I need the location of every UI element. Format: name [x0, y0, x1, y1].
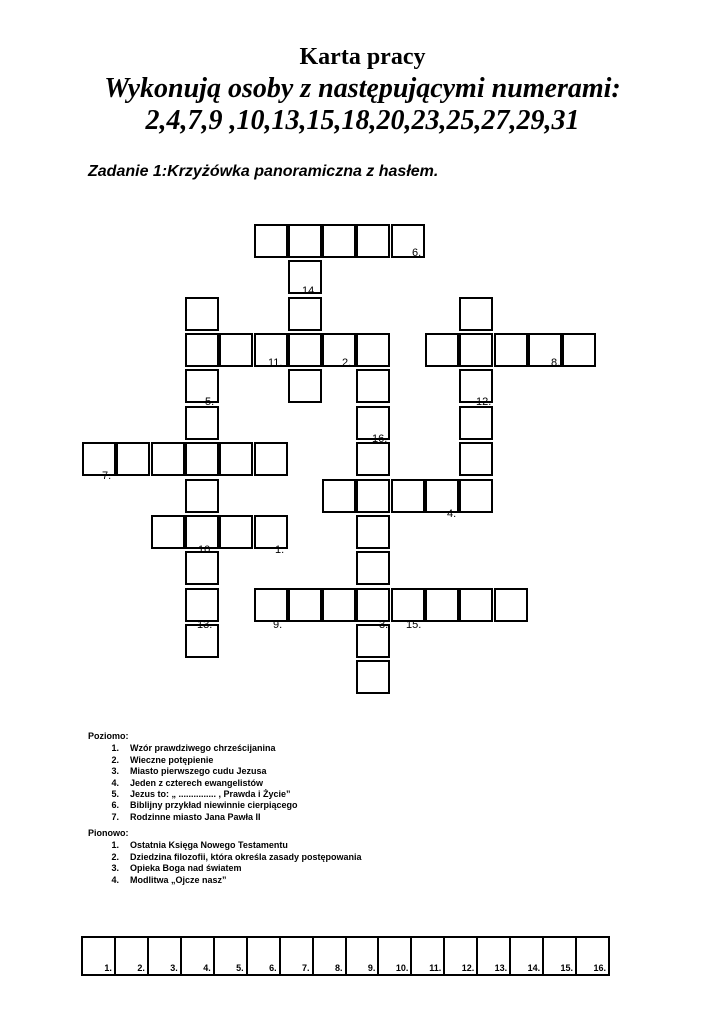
clue-item-number: 2. — [111, 851, 119, 862]
crossword-cell[interactable] — [562, 333, 596, 367]
clue-item-text: Biblijny przykład niewinnie cierpiącego — [130, 800, 298, 811]
crossword-cell[interactable] — [151, 515, 185, 549]
clue-number: 10. — [198, 544, 214, 556]
answer-cell-number: 16. — [593, 963, 606, 973]
crossword-cell[interactable] — [322, 588, 356, 622]
clue-number: 2. — [342, 357, 352, 369]
answer-cell[interactable] — [412, 938, 445, 974]
crossword-cell[interactable] — [254, 224, 288, 258]
clue-item — [88, 811, 261, 823]
crossword-cell[interactable] — [185, 551, 219, 585]
answer-cell[interactable] — [182, 938, 215, 974]
clue-item-number: 2. — [111, 754, 119, 765]
answer-cell-number: 6. — [269, 963, 277, 973]
clue-item — [88, 851, 362, 863]
clue-item — [88, 863, 242, 874]
clue-item-text: Rodzinne miasto Jana Pawła II — [130, 811, 261, 822]
crossword-cell[interactable] — [356, 515, 390, 549]
clue-item-text: Wieczne potępienie — [130, 754, 214, 765]
clue-number: 8. — [551, 357, 561, 369]
crossword-cell[interactable] — [356, 224, 390, 258]
crossword-cell[interactable] — [322, 224, 356, 258]
answer-cell[interactable] — [149, 938, 182, 974]
clue-item-text: Modlitwa „Ojcze nasz” — [130, 874, 227, 885]
crossword-cell[interactable] — [288, 588, 322, 622]
answer-cell[interactable] — [83, 938, 116, 974]
crossword-cell[interactable] — [391, 588, 425, 622]
clue-item-number: 7. — [111, 811, 119, 822]
crossword-cell[interactable] — [151, 442, 185, 476]
clue-item-number: 1. — [111, 743, 119, 754]
answer-cell-number: 5. — [236, 963, 244, 973]
answer-cell-number: 15. — [560, 963, 574, 973]
crossword-cell[interactable] — [459, 406, 493, 440]
subtitle-line-1: Wykonują osoby z następującymi numerami: — [104, 73, 621, 104]
answer-cell[interactable] — [511, 938, 544, 974]
down-clues — [88, 828, 362, 886]
answer-cell[interactable] — [577, 938, 608, 974]
clue-number: 6. — [412, 247, 422, 259]
answer-cell[interactable] — [314, 938, 347, 974]
clue-item-text: Jezus to: „ ............... , Prawda i Życie” — [130, 788, 291, 799]
crossword-cell[interactable] — [219, 515, 253, 549]
clue-number: 12. — [476, 396, 492, 408]
crossword-cell[interactable] — [459, 297, 493, 331]
clue-number: 15. — [406, 619, 422, 631]
clue-item-number: 4. — [111, 777, 119, 788]
answer-cell-number: 3. — [170, 963, 178, 973]
clue-item — [88, 743, 276, 754]
clue-number: 7. — [102, 470, 112, 482]
crossword-cell[interactable] — [459, 479, 493, 513]
crossword-cell[interactable] — [185, 442, 219, 476]
crossword-cell[interactable] — [494, 333, 528, 367]
clue-number: 9. — [273, 619, 283, 631]
crossword-cell[interactable] — [356, 660, 390, 694]
across-heading: Poziomo: — [88, 731, 129, 741]
clue-number: 14. — [302, 285, 318, 297]
crossword-cell[interactable] — [356, 479, 390, 513]
crossword-cell[interactable] — [425, 333, 459, 367]
answer-cell[interactable] — [379, 938, 412, 974]
clue-item — [88, 766, 267, 777]
answer-cell-number: 12. — [461, 963, 475, 973]
clue-item-text: Ostatnia Księga Nowego Testamentu — [130, 840, 288, 851]
across-clues — [88, 731, 298, 823]
clue-number: 16. — [372, 433, 388, 445]
clue-number: 13. — [197, 619, 213, 631]
answer-cell-number: 13. — [494, 963, 508, 973]
crossword-cell[interactable] — [356, 369, 390, 403]
answer-cell[interactable] — [478, 938, 511, 974]
clue-item — [88, 800, 298, 811]
answer-cell-number: 11. — [429, 963, 442, 973]
down-heading: Pionowo: — [88, 828, 129, 838]
crossword-cell[interactable] — [356, 588, 390, 622]
crossword-cell[interactable] — [356, 551, 390, 585]
clue-item-text: Wzór prawdziwego chrześcijanina — [130, 743, 276, 754]
clue-item-number: 1. — [111, 840, 119, 851]
clue-item-number: 5. — [111, 788, 119, 799]
answer-cell[interactable] — [347, 938, 380, 974]
crossword-cell[interactable] — [254, 442, 288, 476]
crossword-cell[interactable] — [288, 369, 322, 403]
answer-cell-number: 4. — [203, 963, 211, 973]
crossword-cell[interactable] — [459, 333, 493, 367]
answer-cell-number: 14. — [527, 963, 541, 973]
crossword-cell[interactable] — [185, 406, 219, 440]
crossword-cell[interactable] — [254, 588, 288, 622]
clue-number: 1. — [275, 544, 285, 556]
clue-item-number: 3. — [111, 766, 119, 777]
crossword-cell[interactable] — [322, 479, 356, 513]
answer-cell-number: 8. — [334, 963, 343, 973]
answer-cell[interactable] — [445, 938, 478, 974]
crossword-cell[interactable] — [425, 588, 459, 622]
clue-item — [88, 777, 264, 789]
clue-number: 5. — [205, 396, 215, 408]
crossword-cell[interactable] — [288, 224, 322, 258]
crossword-cell[interactable] — [459, 442, 493, 476]
clue-item-text: Opieka Boga nad światem — [130, 863, 242, 874]
answer-cell[interactable] — [248, 938, 281, 974]
answer-cell-number: 2. — [137, 963, 145, 973]
answer-cell-number: 1. — [104, 963, 112, 973]
clue-item-number: 6. — [111, 800, 119, 811]
crossword-cell[interactable] — [185, 297, 219, 331]
crossword-cell[interactable] — [356, 333, 390, 367]
clue-item-number: 3. — [111, 863, 119, 874]
crossword-cell[interactable] — [185, 588, 219, 622]
crossword-cell[interactable] — [356, 442, 390, 476]
clue-number: 11. — [268, 357, 283, 369]
answer-cell[interactable] — [281, 938, 314, 974]
crossword-cell[interactable] — [288, 297, 322, 331]
clue-item-text: Jeden z czterech ewangelistów — [130, 777, 264, 788]
clue-item — [88, 788, 291, 800]
crossword-cell[interactable] — [219, 333, 253, 367]
clue-item — [88, 840, 288, 851]
answer-cell[interactable] — [116, 938, 149, 974]
crossword-cell[interactable] — [494, 588, 528, 622]
clue-item — [88, 754, 214, 766]
answer-cell-number: 10. — [395, 963, 409, 973]
answer-cell-number: 9. — [367, 963, 376, 973]
crossword-cell[interactable] — [391, 479, 425, 513]
clue-item-text: Dziedzina filozofii, która określa zasady postępowania — [130, 851, 362, 862]
clue-number: 3. — [379, 619, 389, 631]
answer-cell-number: 7. — [302, 963, 310, 973]
crossword-cell[interactable] — [288, 333, 322, 367]
clue-number: 4. — [447, 508, 457, 520]
crossword-cell[interactable] — [459, 588, 493, 622]
crossword-cell[interactable] — [219, 442, 253, 476]
answer-cell[interactable] — [544, 938, 577, 974]
crossword-cell[interactable] — [185, 479, 219, 513]
crossword-cell[interactable] — [185, 333, 219, 367]
answer-row — [81, 936, 610, 976]
answer-cell[interactable] — [215, 938, 248, 974]
crossword-cell[interactable] — [116, 442, 150, 476]
clue-item-number: 4. — [111, 874, 119, 885]
clue-item — [88, 874, 227, 886]
page-title: Karta pracy — [299, 44, 426, 70]
subtitle-line-2: 2,4,7,9 ,10,13,15,18,20,23,25,27,29,31 — [145, 105, 580, 136]
task-heading: Zadanie 1:Krzyżówka panoramiczna z hasłem. — [88, 163, 439, 180]
clue-item-text: Miasto pierwszego cudu Jezusa — [130, 766, 267, 777]
